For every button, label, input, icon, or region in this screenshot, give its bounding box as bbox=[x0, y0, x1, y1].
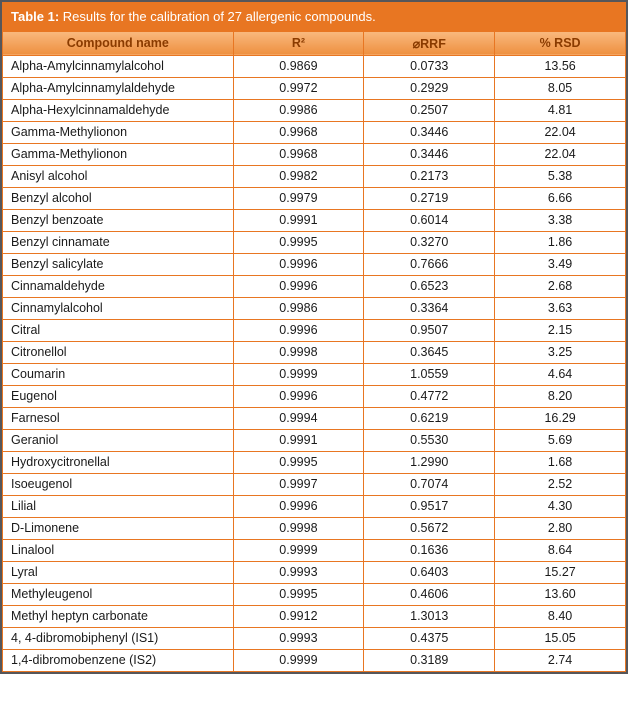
rsd-cell: 2.52 bbox=[495, 473, 626, 495]
r2-cell: 0.9968 bbox=[233, 121, 364, 143]
r2-cell: 0.9986 bbox=[233, 99, 364, 121]
rsd-cell: 6.66 bbox=[495, 187, 626, 209]
rrf-cell: 0.9507 bbox=[364, 319, 495, 341]
r2-cell: 0.9999 bbox=[233, 649, 364, 671]
compound-name-cell: D-Limonene bbox=[3, 517, 234, 539]
rrf-cell: 0.7074 bbox=[364, 473, 495, 495]
rsd-cell: 8.40 bbox=[495, 605, 626, 627]
rsd-cell: 4.64 bbox=[495, 363, 626, 385]
rrf-cell: 0.3446 bbox=[364, 121, 495, 143]
table-row bbox=[3, 341, 626, 363]
r2-cell: 0.9995 bbox=[233, 451, 364, 473]
r2-cell: 0.9996 bbox=[233, 319, 364, 341]
r2-cell: 0.9869 bbox=[233, 55, 364, 77]
rsd-cell: 1.86 bbox=[495, 231, 626, 253]
rrf-cell: 0.0733 bbox=[364, 55, 495, 77]
rsd-cell: 2.80 bbox=[495, 517, 626, 539]
compound-name-cell: Anisyl alcohol bbox=[3, 165, 234, 187]
rrf-cell: 0.9517 bbox=[364, 495, 495, 517]
table-row bbox=[3, 297, 626, 319]
compound-name-cell: Citronellol bbox=[3, 341, 234, 363]
rsd-cell: 5.38 bbox=[495, 165, 626, 187]
table-row bbox=[3, 253, 626, 275]
compound-name-cell: Lilial bbox=[3, 495, 234, 517]
rsd-cell: 4.30 bbox=[495, 495, 626, 517]
table-row bbox=[3, 165, 626, 187]
table-row bbox=[3, 407, 626, 429]
r2-cell: 0.9996 bbox=[233, 495, 364, 517]
rsd-cell: 16.29 bbox=[495, 407, 626, 429]
r2-cell: 0.9998 bbox=[233, 341, 364, 363]
rsd-cell: 3.25 bbox=[495, 341, 626, 363]
compound-name-cell: Farnesol bbox=[3, 407, 234, 429]
rrf-cell: 0.2173 bbox=[364, 165, 495, 187]
rrf-cell: 0.3645 bbox=[364, 341, 495, 363]
rrf-cell: 1.2990 bbox=[364, 451, 495, 473]
rsd-cell: 13.60 bbox=[495, 583, 626, 605]
rrf-cell: 0.6219 bbox=[364, 407, 495, 429]
table-row bbox=[3, 627, 626, 649]
rrf-cell: 0.6403 bbox=[364, 561, 495, 583]
table-row bbox=[3, 187, 626, 209]
rsd-cell: 22.04 bbox=[495, 143, 626, 165]
table-row bbox=[3, 385, 626, 407]
rrf-cell: 0.3189 bbox=[364, 649, 495, 671]
rsd-cell: 1.68 bbox=[495, 451, 626, 473]
r2-cell: 0.9979 bbox=[233, 187, 364, 209]
table-row bbox=[3, 143, 626, 165]
rsd-cell: 8.05 bbox=[495, 77, 626, 99]
compound-name-cell: Lyral bbox=[3, 561, 234, 583]
rrf-cell: 0.3446 bbox=[364, 143, 495, 165]
compound-name-cell: Isoeugenol bbox=[3, 473, 234, 495]
rsd-cell: 2.15 bbox=[495, 319, 626, 341]
compound-name-cell: Methyl heptyn carbonate bbox=[3, 605, 234, 627]
r2-cell: 0.9993 bbox=[233, 561, 364, 583]
rrf-cell: 0.5672 bbox=[364, 517, 495, 539]
compound-name-cell: Alpha-Amylcinnamylalcohol bbox=[3, 55, 234, 77]
rrf-cell: 0.3270 bbox=[364, 231, 495, 253]
table-row bbox=[3, 363, 626, 385]
table-title-label: Table 1: bbox=[11, 9, 60, 24]
r2-cell: 0.9997 bbox=[233, 473, 364, 495]
r2-cell: 0.9994 bbox=[233, 407, 364, 429]
rrf-cell: 0.1636 bbox=[364, 539, 495, 561]
table-row bbox=[3, 517, 626, 539]
r2-cell: 0.9996 bbox=[233, 253, 364, 275]
rsd-cell: 2.74 bbox=[495, 649, 626, 671]
table-row bbox=[3, 209, 626, 231]
compound-name-cell: 1,4-dibromobenzene (IS2) bbox=[3, 649, 234, 671]
table-row bbox=[3, 649, 626, 671]
compound-name-cell: Citral bbox=[3, 319, 234, 341]
compound-name-cell: Geraniol bbox=[3, 429, 234, 451]
compound-name-cell: Eugenol bbox=[3, 385, 234, 407]
rsd-cell: 15.05 bbox=[495, 627, 626, 649]
column-header-rsd: % RSD bbox=[495, 31, 626, 55]
compound-name-cell: Benzyl alcohol bbox=[3, 187, 234, 209]
rrf-cell: 0.2929 bbox=[364, 77, 495, 99]
compound-name-cell: Benzyl cinnamate bbox=[3, 231, 234, 253]
rrf-cell: 0.2719 bbox=[364, 187, 495, 209]
rrf-cell: 0.4375 bbox=[364, 627, 495, 649]
table-row bbox=[3, 429, 626, 451]
table-body bbox=[3, 55, 626, 671]
table-row bbox=[3, 55, 626, 77]
rrf-cell: 0.6523 bbox=[364, 275, 495, 297]
rsd-cell: 8.20 bbox=[495, 385, 626, 407]
compound-name-cell: Cinnamaldehyde bbox=[3, 275, 234, 297]
r2-cell: 0.9995 bbox=[233, 231, 364, 253]
r2-cell: 0.9996 bbox=[233, 385, 364, 407]
rsd-cell: 8.64 bbox=[495, 539, 626, 561]
table-row bbox=[3, 495, 626, 517]
column-header-rrf: ⌀RRF bbox=[364, 31, 495, 55]
column-header-r2: R² bbox=[233, 31, 364, 55]
r2-cell: 0.9982 bbox=[233, 165, 364, 187]
r2-cell: 0.9991 bbox=[233, 209, 364, 231]
table-row bbox=[3, 231, 626, 253]
r2-cell: 0.9999 bbox=[233, 539, 364, 561]
rsd-cell: 15.27 bbox=[495, 561, 626, 583]
r2-cell: 0.9996 bbox=[233, 275, 364, 297]
table-row bbox=[3, 583, 626, 605]
r2-cell: 0.9986 bbox=[233, 297, 364, 319]
table-title-text: Results for the calibration of 27 allergenic compounds. bbox=[62, 9, 376, 24]
table-row bbox=[3, 473, 626, 495]
table-row bbox=[3, 319, 626, 341]
rrf-cell: 0.4606 bbox=[364, 583, 495, 605]
compound-name-cell: Alpha-Hexylcinnamaldehyde bbox=[3, 99, 234, 121]
compound-name-cell: 4, 4-dibromobiphenyl (IS1) bbox=[3, 627, 234, 649]
table-row bbox=[3, 121, 626, 143]
compound-name-cell: Hydroxycitronellal bbox=[3, 451, 234, 473]
table-row bbox=[3, 451, 626, 473]
r2-cell: 0.9991 bbox=[233, 429, 364, 451]
compound-name-cell: Cinnamylalcohol bbox=[3, 297, 234, 319]
table-row bbox=[3, 275, 626, 297]
compound-name-cell: Gamma-Methylionon bbox=[3, 143, 234, 165]
r2-cell: 0.9968 bbox=[233, 143, 364, 165]
table-row bbox=[3, 561, 626, 583]
r2-cell: 0.9995 bbox=[233, 583, 364, 605]
rsd-cell: 22.04 bbox=[495, 121, 626, 143]
r2-cell: 0.9998 bbox=[233, 517, 364, 539]
compound-name-cell: Benzyl benzoate bbox=[3, 209, 234, 231]
compound-name-cell: Benzyl salicylate bbox=[3, 253, 234, 275]
rrf-cell: 1.3013 bbox=[364, 605, 495, 627]
rrf-cell: 0.2507 bbox=[364, 99, 495, 121]
table-row bbox=[3, 605, 626, 627]
rrf-cell: 0.3364 bbox=[364, 297, 495, 319]
calibration-table bbox=[2, 31, 626, 672]
table-title bbox=[2, 2, 626, 31]
rrf-cell: 0.5530 bbox=[364, 429, 495, 451]
compound-name-cell: Methyleugenol bbox=[3, 583, 234, 605]
rsd-cell: 5.69 bbox=[495, 429, 626, 451]
r2-cell: 0.9912 bbox=[233, 605, 364, 627]
header-row bbox=[3, 31, 626, 55]
rsd-cell: 2.68 bbox=[495, 275, 626, 297]
rsd-cell: 4.81 bbox=[495, 99, 626, 121]
rsd-cell: 3.49 bbox=[495, 253, 626, 275]
compound-name-cell: Alpha-Amylcinnamylaldehyde bbox=[3, 77, 234, 99]
r2-cell: 0.9999 bbox=[233, 363, 364, 385]
rsd-cell: 3.63 bbox=[495, 297, 626, 319]
table-row bbox=[3, 77, 626, 99]
compound-name-cell: Gamma-Methylionon bbox=[3, 121, 234, 143]
table-row bbox=[3, 539, 626, 561]
rrf-cell: 0.7666 bbox=[364, 253, 495, 275]
r2-cell: 0.9972 bbox=[233, 77, 364, 99]
rrf-cell: 0.6014 bbox=[364, 209, 495, 231]
compound-name-cell: Linalool bbox=[3, 539, 234, 561]
rsd-cell: 3.38 bbox=[495, 209, 626, 231]
column-header-compound-name: Compound name bbox=[3, 31, 234, 55]
table-row bbox=[3, 99, 626, 121]
rsd-cell: 13.56 bbox=[495, 55, 626, 77]
r2-cell: 0.9993 bbox=[233, 627, 364, 649]
rrf-cell: 0.4772 bbox=[364, 385, 495, 407]
rrf-cell: 1.0559 bbox=[364, 363, 495, 385]
compound-name-cell: Coumarin bbox=[3, 363, 234, 385]
